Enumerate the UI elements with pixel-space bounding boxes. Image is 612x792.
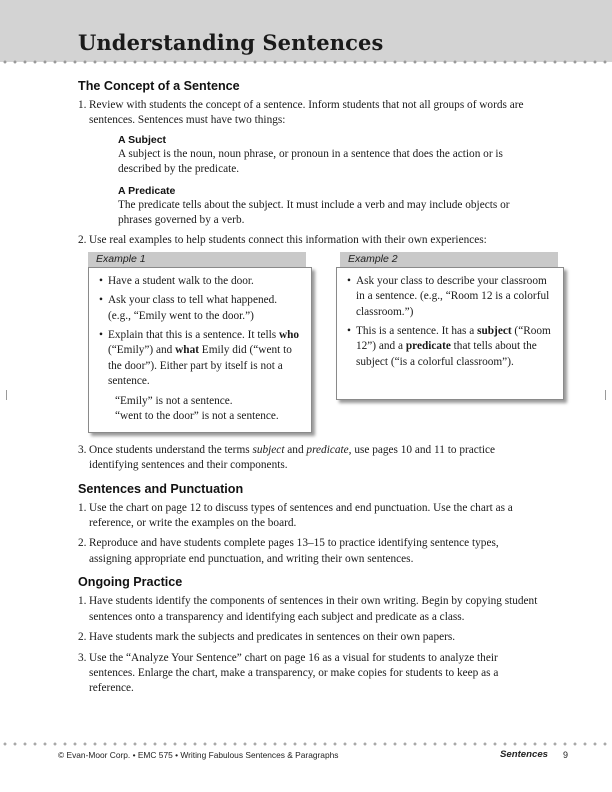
page-number: 9 [562,750,568,760]
subject-definition: A subject is the noun, noun phrase, or pronoun in a sentence that does the action or is described by the predicate. [118,147,503,176]
practice-item-2 [78,630,538,645]
example-1-quote-2: “went to the door” is not a sentence. [115,410,279,423]
item-text: Use the chart on page 12 to discuss types of sentences and end punctuation. Use the chart as a reference, or write the examples on the board. [89,501,513,530]
concept-heading: The Concept of a Sentence [78,79,240,93]
item-number: 2. [78,537,87,550]
example-2-bullet-2: • This is a sentence. It has a subject (“Room 12”) and a predicate that tells about the subject (“is a colorful classroom”). [347,324,553,370]
item-number: 3. [78,651,87,664]
item-text: Use real examples to help students connect this information with their own experiences: [89,234,487,247]
example-2-bullet-1: • Ask your class to describe your classroom in a sentence. (e.g., “Room 12 is a colorful classroom.”) [347,274,553,320]
item-text: Have students identify the components of sentences in their own writing. Begin by copying student sentences onto a transparency and identifying each subject and predicate as a class. [89,595,538,623]
definitions [118,133,538,229]
concept-item-3: 3. Once students understand the terms subject and predicate, use pages 10 and 11 to practice identifying sentences and their components. [78,443,496,472]
page-content [78,78,551,702]
concept-list-continued [78,443,538,474]
right-crop-mark [605,390,606,400]
item-text: Review with students the concept of a sentence. Inform students that not all groups of words are sentences. Sentences must have two things: [89,99,524,127]
punctuation-heading: Sentences and Punctuation [78,481,244,496]
punctuation-list [78,501,538,568]
predicate-heading: A Predicate [118,184,176,197]
bottom-dotted-rule [0,742,612,746]
item-number: 1. [78,595,87,608]
punctuation-item-1 [78,501,538,532]
example-1-tab: Example 1 [88,252,306,267]
example-2-box [336,267,564,400]
practice-item-3 [78,651,538,697]
punctuation-item-2 [78,536,538,567]
concept-item-1 [78,98,538,228]
subject-heading: A Subject [118,133,167,146]
left-crop-mark [6,390,7,400]
example-1-box [88,267,312,433]
footer-section-name: Sentences [500,749,548,760]
examples-area [78,252,551,438]
practice-item-1 [78,594,538,625]
example-1-bullet-2: • Ask your class to tell what happened. (e.g., “Emily went to the door.”) [99,293,301,324]
page-footer [58,750,568,762]
example-1-bullet-1: • Have a student walk to the door. [99,274,301,289]
example-1-bullet-3: • Explain that this is a sentence. It tells who (“Emily”) and what Emily did (“went to the door”). Either part by itself is not a sentence. [99,328,301,390]
item-text: Have students mark the subjects and predicates in sentences on their own papers. [89,631,456,644]
item-text: Reproduce and have students complete pages 13–15 to practice identifying sentence types, assigning appropriate end punctuation, and writing their own sentences. [89,537,499,565]
example-1-quote-1: “Emily” is not a sentence. [115,394,233,407]
item-number: 1. [78,501,87,514]
item-number: 2. [78,234,87,247]
item-text: Use the “Analyze Your Sentence” chart on page 16 as a visual for students to analyze their sentences. Enlarge the chart, make a transparency, or make copies for students to keep as a reference. [89,651,499,695]
predicate-definition: The predicate tells about the subject. It must include a verb and may include objects or phrases governed by a verb. [118,198,510,227]
example-2-tab: Example 2 [340,252,558,267]
footer-credit: © Evan-Moor Corp. • EMC 575 • Writing Fabulous Sentences & Paragraphs [58,750,339,760]
practice-list [78,594,538,696]
concept-item-2 [78,233,538,248]
page-title: Understanding Sentences [78,30,384,55]
item-number: 1. [78,99,87,111]
item-number: 3. [78,443,87,456]
practice-heading: Ongoing Practice [78,575,183,590]
item-number: 2. [78,631,87,644]
concept-list [78,98,538,249]
top-dotted-rule [0,60,612,64]
